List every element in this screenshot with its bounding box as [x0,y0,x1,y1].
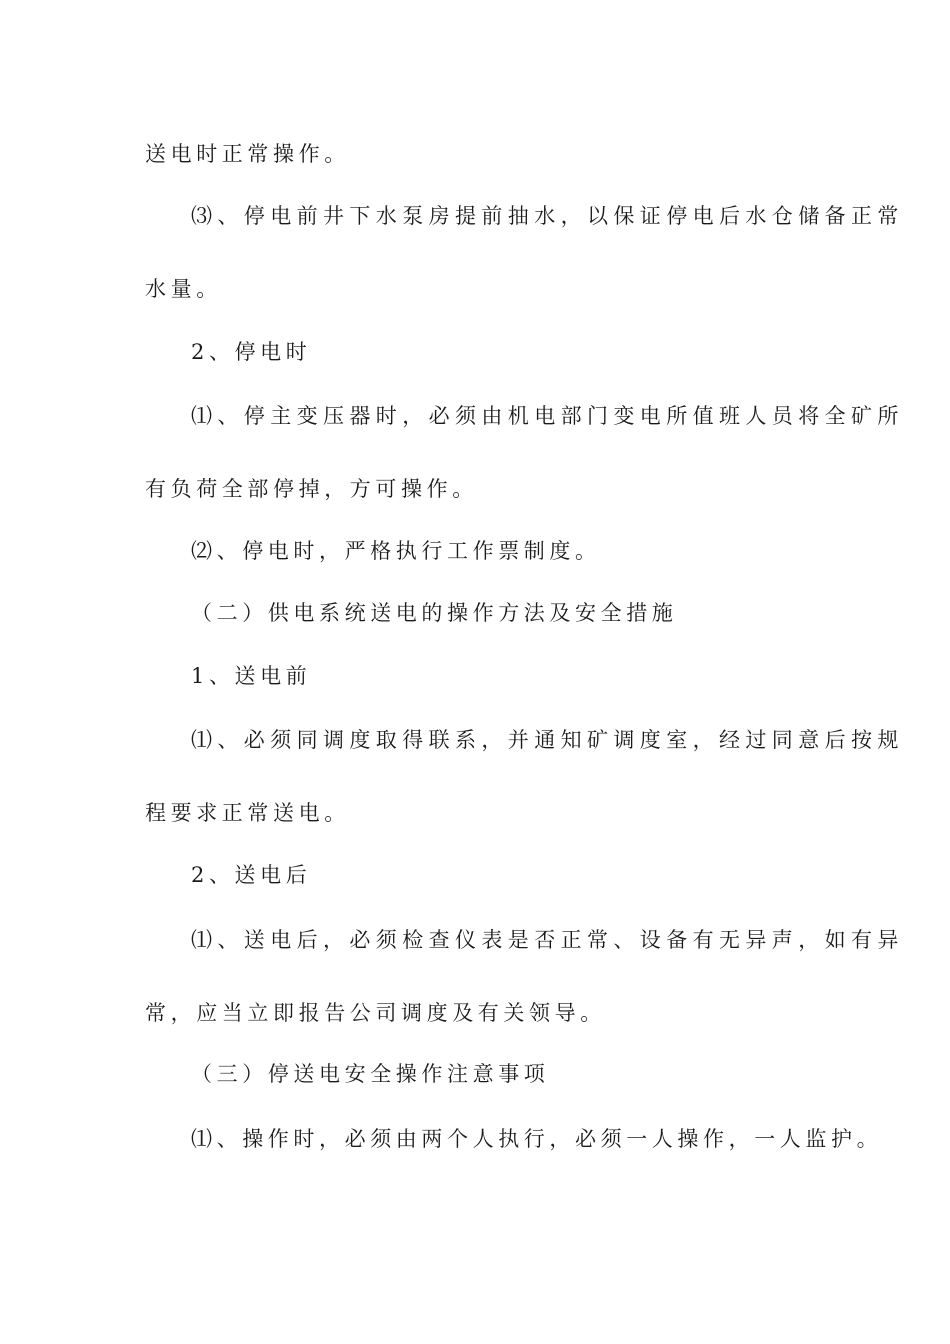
paragraph-continuation: 程要求正常送电。 [145,801,350,825]
paragraph-item-1: ⑴、必须同调度取得联系，并通知矿调度室，经过同意后按规 [191,728,904,752]
section-heading: （二）供电系统送电的操作方法及安全措施 [191,601,678,625]
paragraph-continuation: 水量。 [145,277,222,301]
paragraph-continuation: 送电时正常操作。 [145,142,350,166]
section-heading: （三）停送电安全操作注意事项 [191,1062,550,1086]
paragraph-item-3: ⑶、停电前井下水泵房提前抽水，以保证停电后水仓储备正常 [191,204,904,228]
sub-heading: 2、送电后 [191,863,312,887]
sub-heading: 1、送电前 [191,664,312,688]
paragraph-continuation: 常，应当立即报告公司调度及有关领导。 [145,1001,606,1025]
paragraph-continuation: 有负荷全部停掉，方可操作。 [145,477,478,501]
paragraph-item-1: ⑴、送电后，必须检查仪表是否正常、设备有无异声，如有异 [191,928,904,952]
paragraph-item-1: ⑴、操作时，必须由两个人执行，必须一人操作，一人监护。 [191,1127,883,1151]
paragraph-item-1: ⑴、停主变压器时，必须由机电部门变电所值班人员将全矿所 [191,404,904,428]
paragraph-item-2: ⑵、停电时，严格执行工作票制度。 [191,539,601,563]
sub-heading: 2、停电时 [191,340,312,364]
